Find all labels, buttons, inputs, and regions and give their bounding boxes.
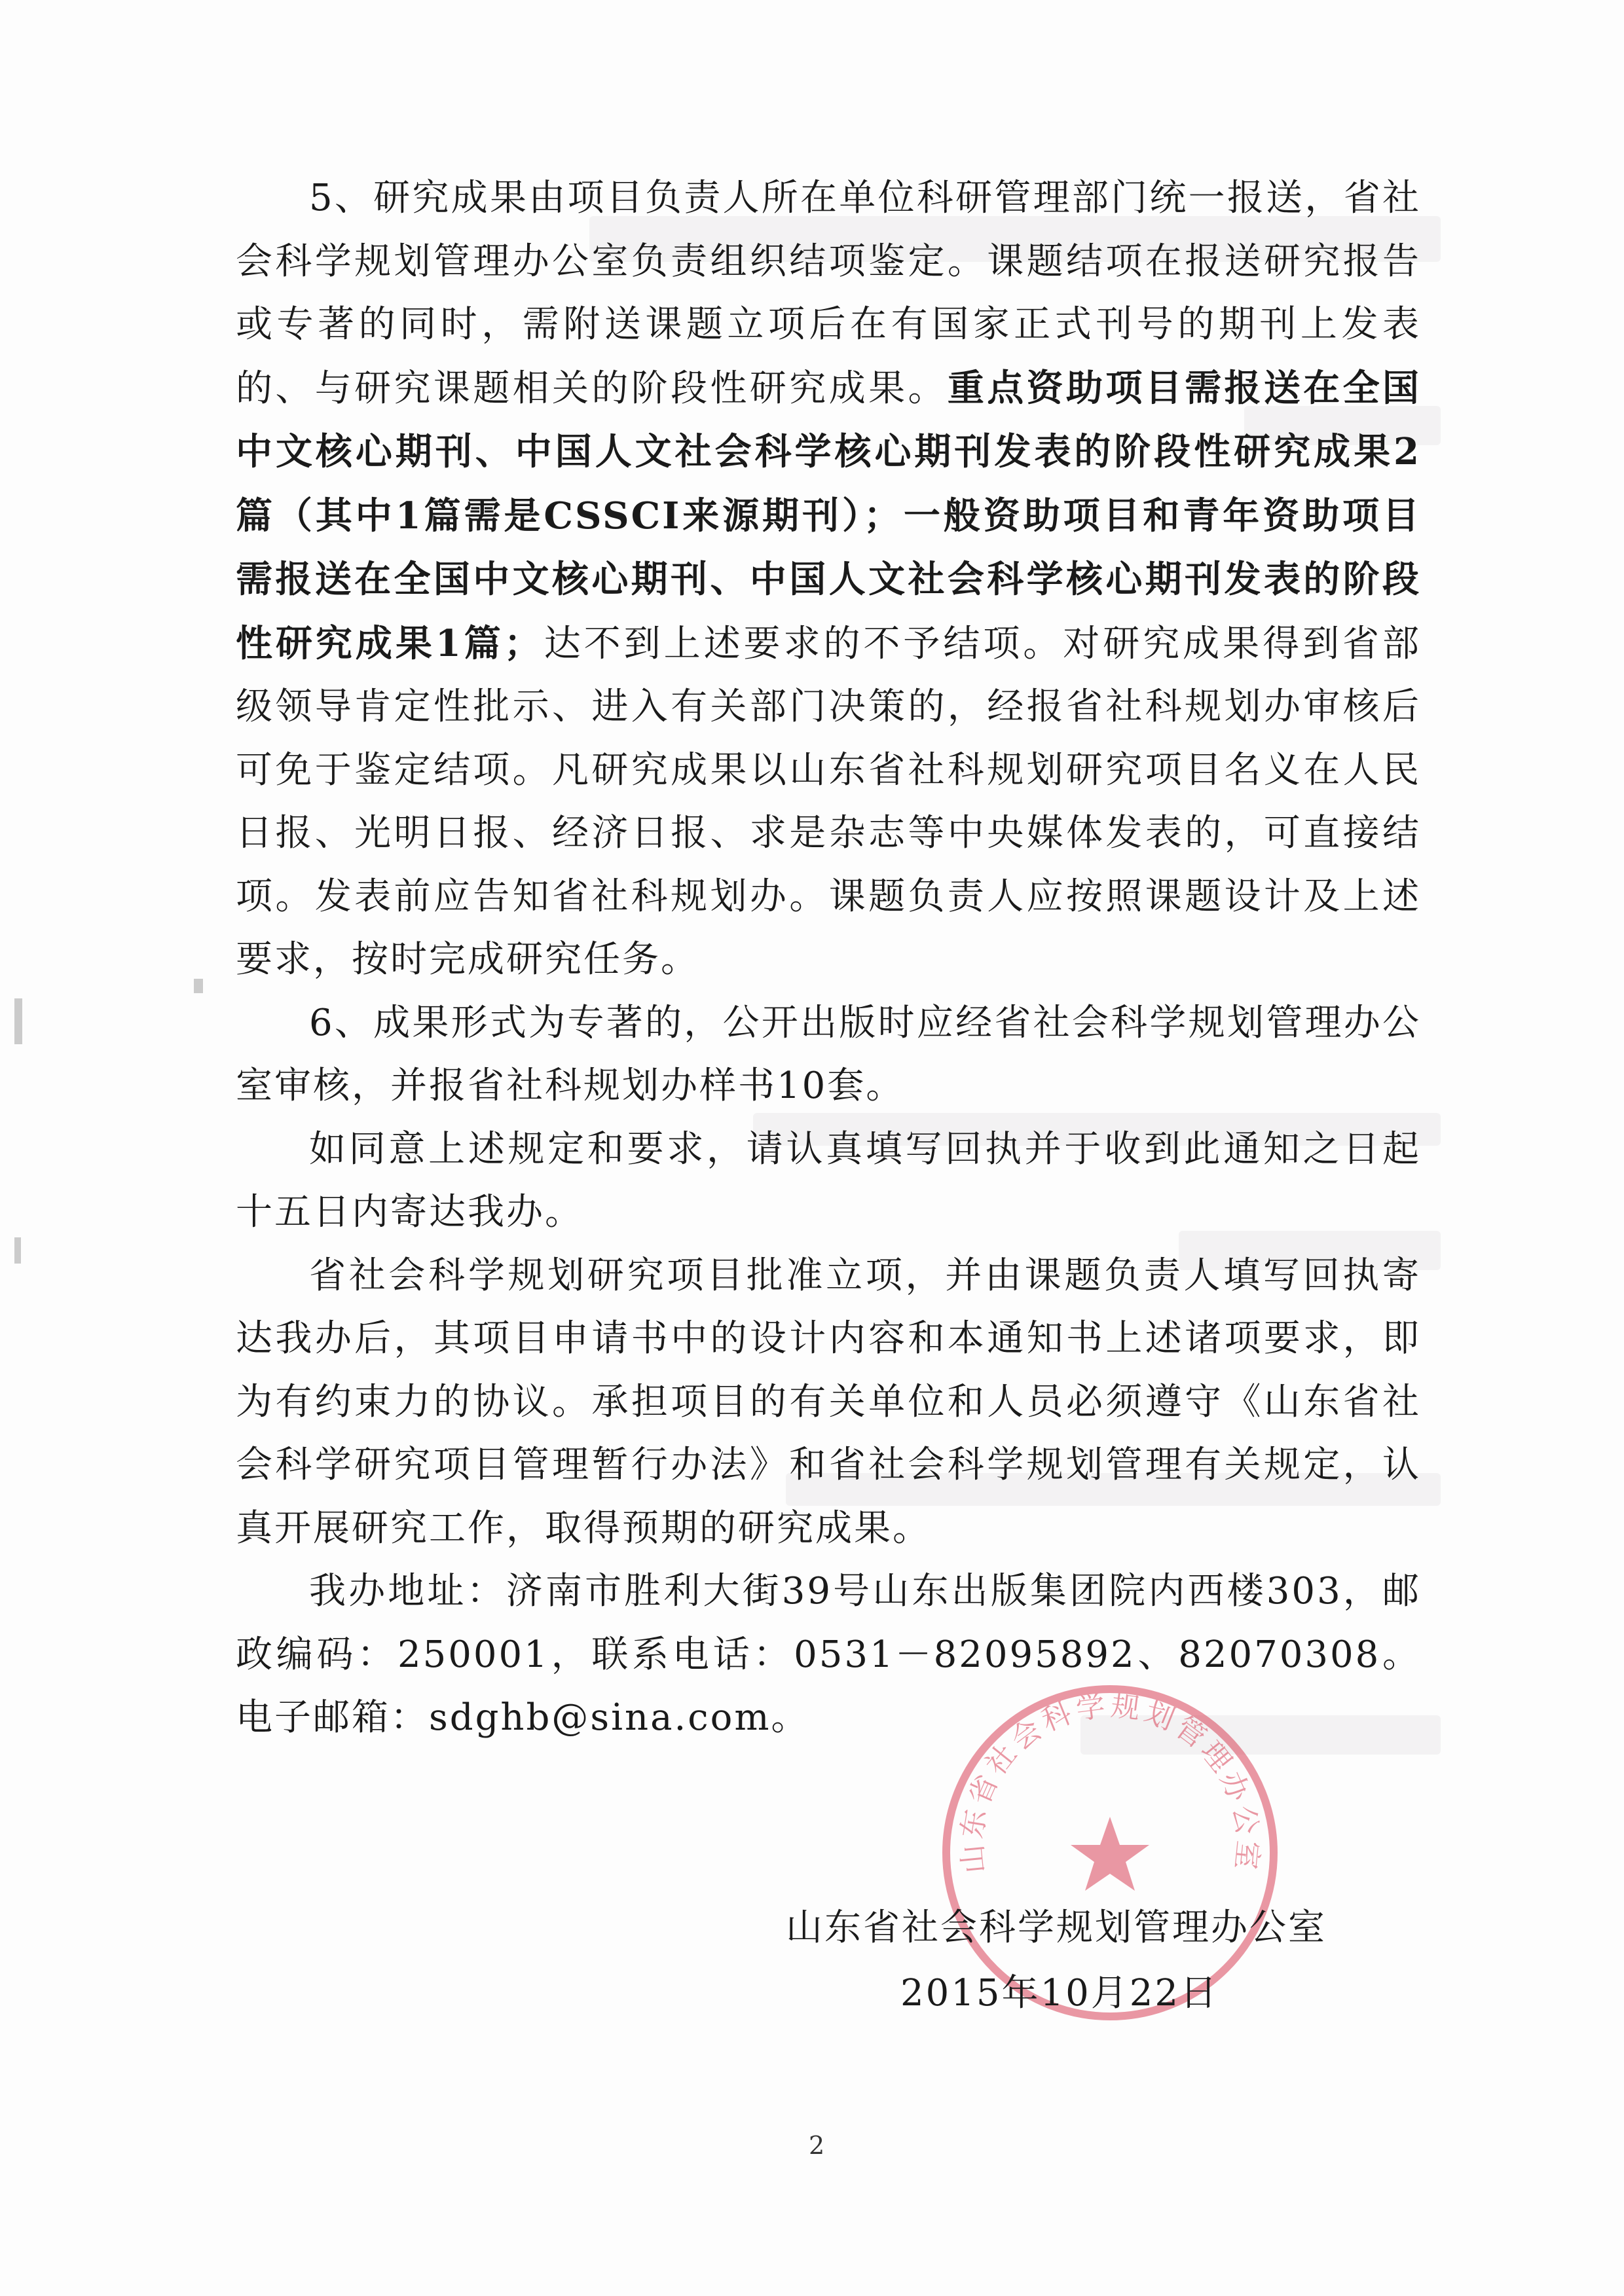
signature-date: 2015年10月22日 <box>900 1972 1219 2014</box>
seal-text: 山东省社会科学规划管理办公室 <box>955 1688 1265 1875</box>
text-segment: 5、研究成果由项目负责人所在单位科研管理部门统一报送，省社会科学规划管理办公室负责组织结项鉴定。课题结项在报送研究报告或专著的同时，需附送课题立项后在有国家正式刊号的期刊上发表的、与研究课题相关的阶段性研究成果。 <box>236 177 1421 410</box>
document-body <box>236 167 1421 1750</box>
text-segment: 达不到上述要求的不予结项。对研究成果得到省部级领导肯定性批示、进入有关部门决策的，经报省社科规划办审核后可免于鉴定结项。凡研究成果以山东省社科规划研究项目名义在人民日报、光明日报、经济日报、求是杂志等中央媒体发表的，可直接结项。发表前应告知省社科规划办。课题负责人应按照课题设计及上述要求，按时完成研究任务。 <box>236 622 1421 981</box>
paragraph <box>236 1245 1421 1561</box>
paragraph <box>236 1118 1421 1245</box>
text-segment: 我办地址：济南市胜利大街39号山东出版集团院内西楼303，邮政编码：250001，联系电话：0531－82095892、82070308。电子邮箱：sdghb@sina.com。 <box>236 1570 1421 1739</box>
scan-artifact <box>14 1237 21 1264</box>
signature-block <box>773 1895 1428 2026</box>
scan-artifact <box>194 979 203 993</box>
text-segment: 省社会科学规划研究项目批准立项，并由课题负责人填写回执寄达我办后，其项目申请书中的设计内容和本通知书上述诸项要求，即为有约束力的协议。承担项目的有关单位和人员必须遵守《山东省社会科学研究项目管理暂行办法》和省社会科学规划管理有关规定，认真开展研究工作，取得预期的研究成果。 <box>236 1254 1421 1550</box>
seal-star-icon <box>1071 1817 1149 1891</box>
bold-text-segment: 重点资助项目需报送在全国中文核心期刊、中国人文社会科学核心期刊发表的阶段性研究成果2篇（其中1篇需是CSSCI来源期刊）；一般资助项目和青年资助项目需报送在全国中文核心期刊、中国人文社会科学核心期刊发表的阶段性研究成果1篇； <box>236 366 1422 665</box>
page-number: 2 <box>809 2131 825 2160</box>
text-segment: 6、成果形式为专著的，公开出版时应经省社会科学规划管理办公室审核，并报省社科规划办样书10套。 <box>236 1001 1421 1107</box>
scan-artifact <box>14 998 22 1044</box>
signature-organization: 山东省社会科学规划管理办公室 <box>786 1906 1327 1949</box>
paragraph <box>236 992 1421 1118</box>
paragraph <box>236 167 1421 992</box>
text-segment: 如同意上述规定和要求，请认真填写回执并于收到此通知之日起十五日内寄达我办。 <box>236 1127 1421 1233</box>
